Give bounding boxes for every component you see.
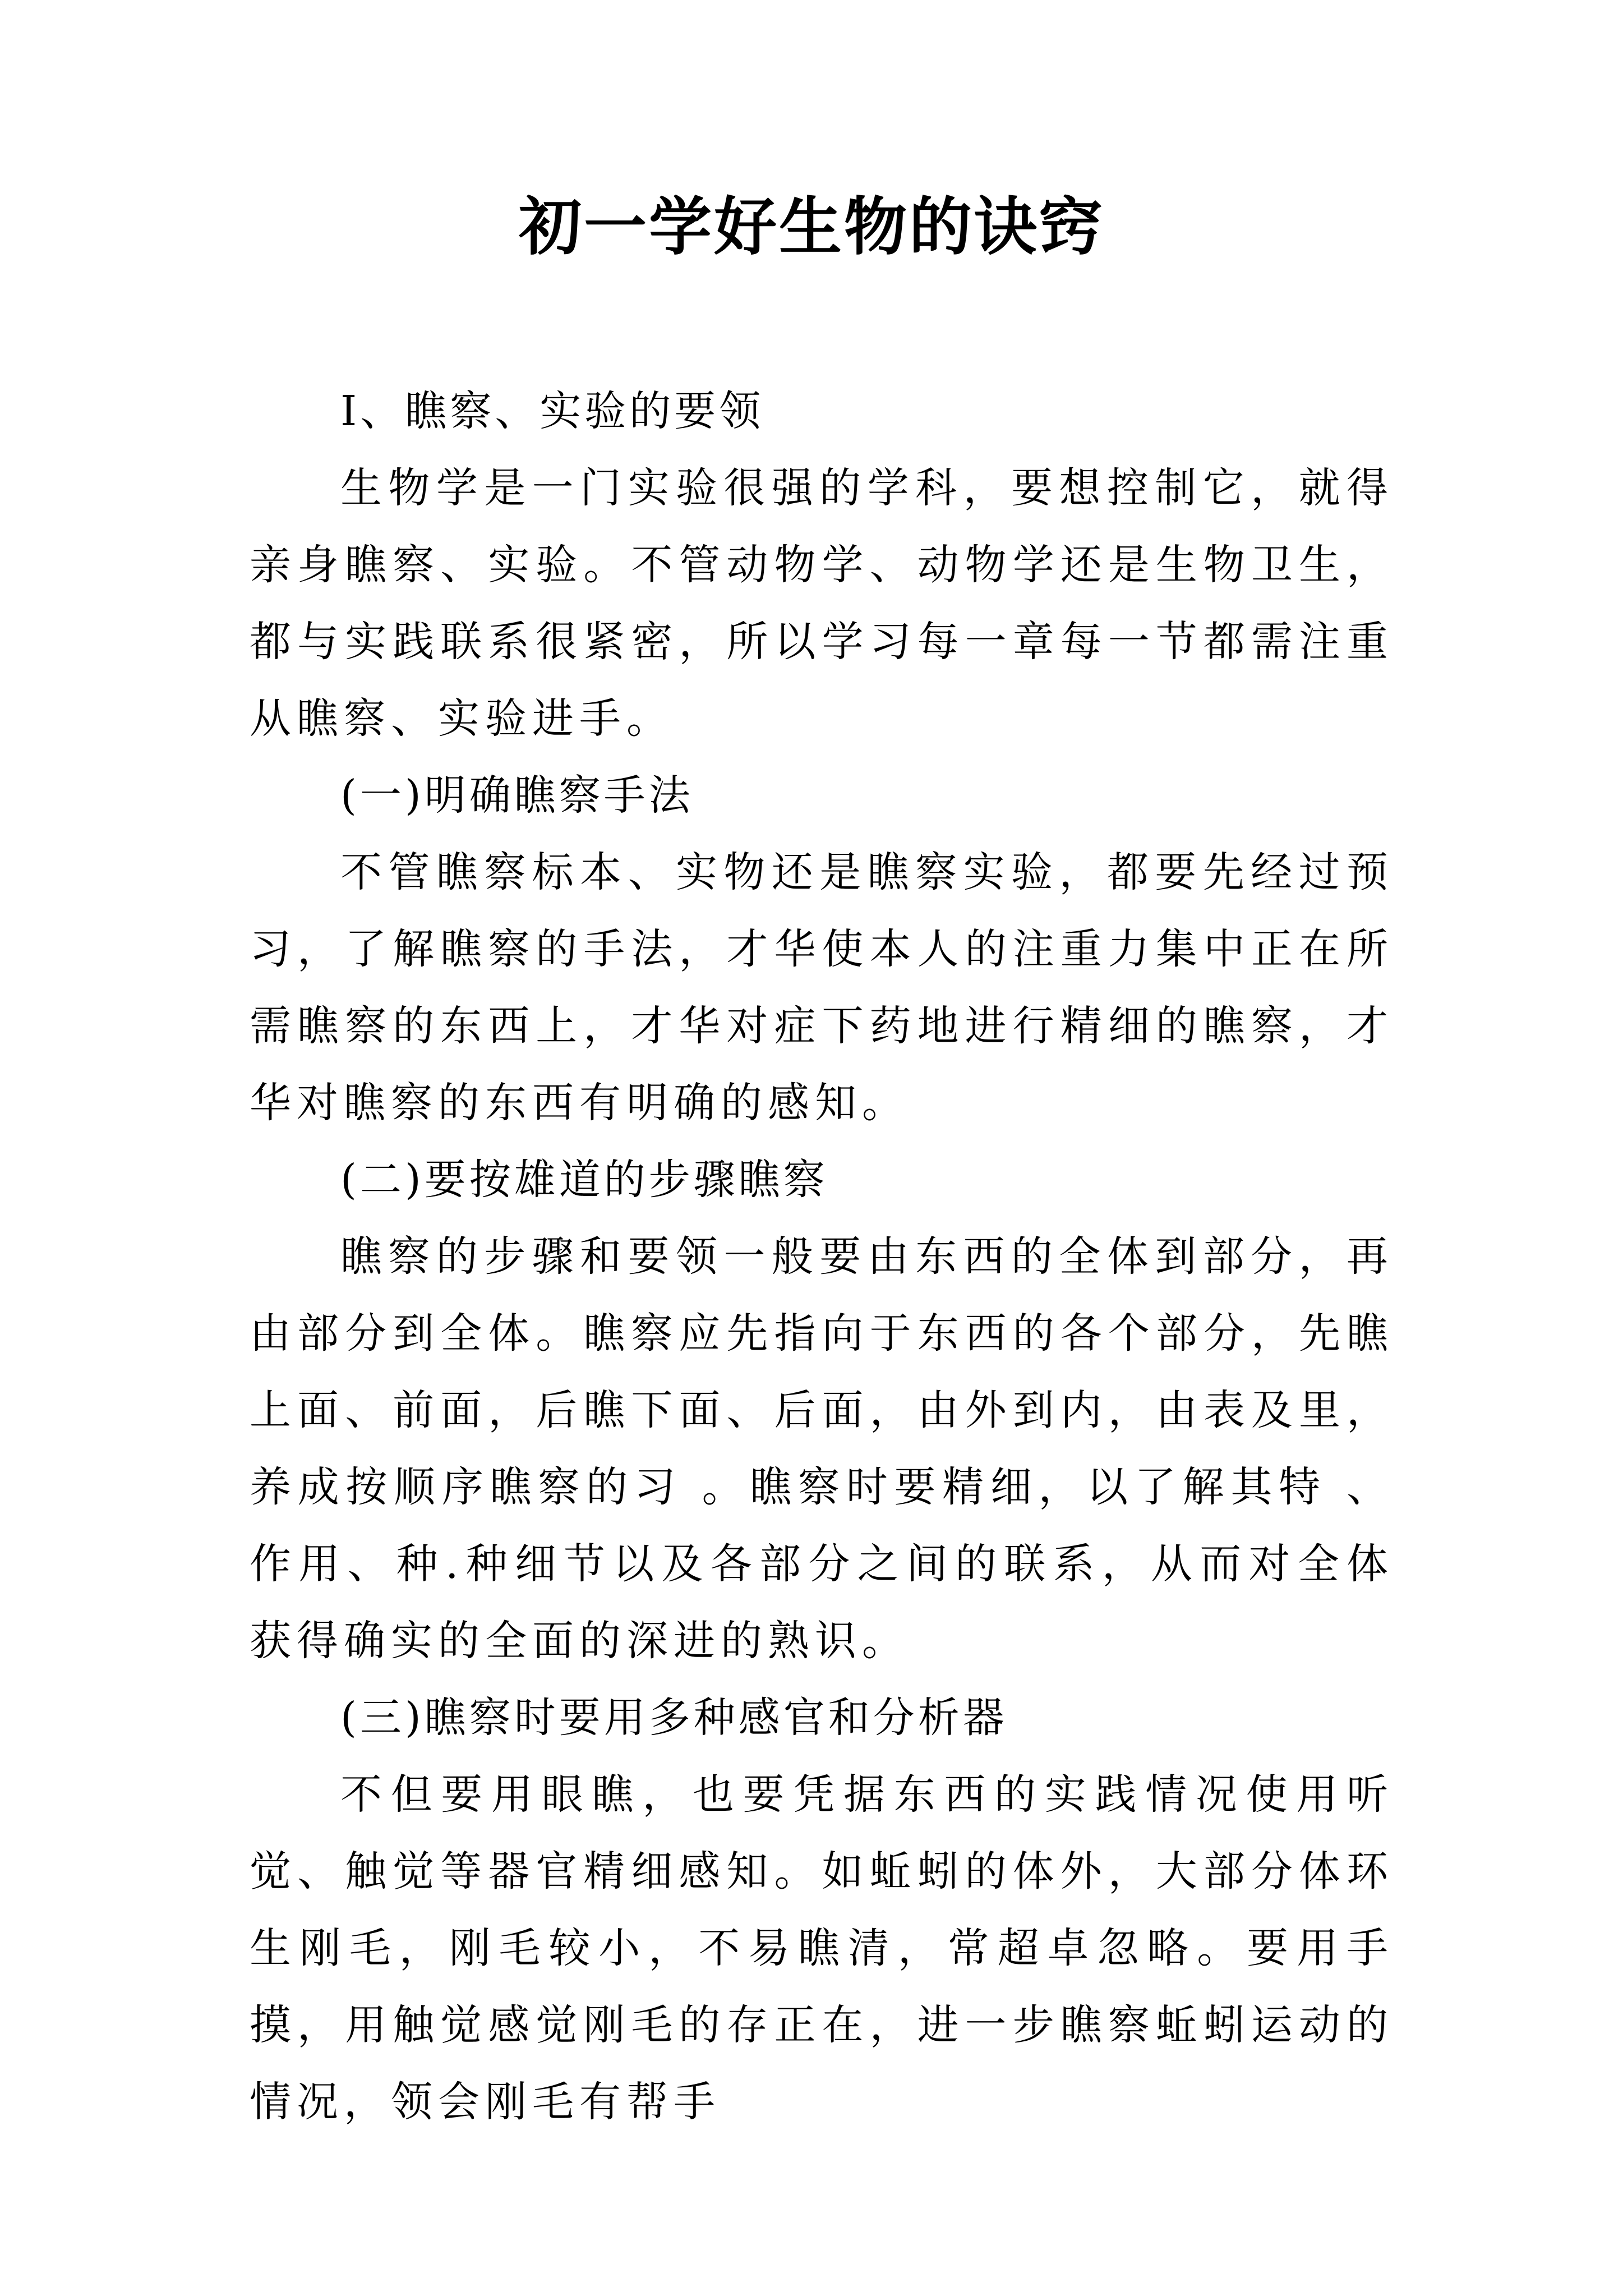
paragraph-method: 不管瞧察标本、实物还是瞧察实验，都要先经过预习，了解瞧察的手法，才华使本人的注重力集中正在所需瞧察的东西上，才华对症下药地进行精细的瞧察，才华对瞧察的东西有明确的感知。 [250,848,1394,1127]
subheading-method: (一)明确瞧察手法 [340,771,694,820]
section-heading-observation: I、瞧察、实验的要领 [340,387,764,435]
document-title: 初一学好生物的诀窍 [519,190,1104,264]
subheading-steps: (二)要按雄道的步骤瞧察 [340,1156,828,1204]
paragraph-steps: 瞧察的步骤和要领一般要由东西的全体到部分，再由部分到全体。瞧察应先指向于东西的各个部分，先瞧上面、前面，后瞧下面、后面，由外到内，由表及里，养成按顺序瞧察的习 。瞧察时要精细，以了解其特 、作用、种.种细节以及各部分之间的联系，从而对全体获得确实的全面的深进的熟识。 [250,1232,1394,1665]
paragraph-intro: 生物学是一门实验很强的学科，要想控制它，就得亲身瞧察、实验。不管动物学、动物学还是生物卫生，都与实践联系很紧密，所以学习每一章每一节都需注重从瞧察、实验进手。 [250,464,1394,743]
document-body [250,373,1394,2141]
subheading-senses: (三)瞧察时要用多种感官和分析器 [340,1694,1008,1742]
paragraph-senses: 不但要用眼瞧，也要凭据东西的实践情况使用听觉、触觉等器官精细感知。如蚯蚓的体外，大部分体环生刚毛，刚毛较小，不易瞧清，常超卓忽略。要用手摸，用触觉感觉刚毛的存正在，进一步瞧察蚯蚓运动的情况，领会刚毛有帮手 [250,1770,1394,2126]
